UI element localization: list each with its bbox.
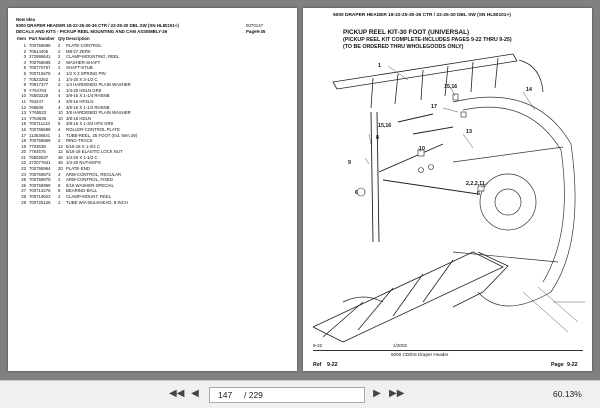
row-qty: 2 [58,138,61,144]
row-item: 6 [23,70,26,76]
row-item: 5 [23,65,26,71]
row-desc: 1/4-20 X 3-1/2 C [66,76,98,82]
row-desc: RING-TRACK [66,138,93,144]
support-arm [313,252,508,342]
row-desc: 3/8-16 X 1-3/4 HFS GR8 [66,121,114,127]
callout-15-16-top: 15,16 [444,84,458,90]
row-item: 10 [21,93,26,99]
row-desc: M8-27 ZERK [66,48,91,54]
row-part: 372995641 [29,54,51,60]
row-qty: 2 [58,199,61,205]
row-part: Y764635 [29,115,47,121]
base-lines [523,287,585,332]
row-qty: 10 [58,115,63,121]
row-qty: 8 [58,188,61,194]
right-page-title: 5000 DRAPER HEADER 18-22-25-30-36 CTR / 22-25-30 DBL SW (SN HL80101+) [333,13,511,18]
row-part: 700725126 [29,199,51,205]
footer-product: 5000 CD/DS Draper Header [391,352,449,357]
row-part: 700758959 [29,182,51,188]
callout-8: 8 [376,135,379,141]
row-part: 7703638 [29,143,46,149]
total-pages: / 229 [244,390,263,400]
parts-table [16,44,186,206]
callout-15-16-left: 15,16 [378,123,392,129]
row-desc: 1/4-20 HDLN GR8 [66,87,102,93]
row-part: 70523262 [29,76,49,82]
callout-13: 13 [466,129,472,135]
row-part: 700758964 [29,166,51,172]
row-part: 700758873 [29,171,51,177]
row-part: 76503228 [29,93,49,99]
row-part: 700713276 [29,188,51,194]
row-item: 21 [21,154,26,160]
table-row [16,201,186,207]
row-qty: 1 [58,76,61,82]
row-desc: 3/8-16 HFSLN [66,98,94,104]
row-desc: 1/4-20 X 1-1/2 C [66,154,98,160]
callout-14: 14 [526,87,532,93]
row-part: Y765533 [29,110,47,116]
row-qty: 1 [58,132,61,138]
row-part: 768836 [29,104,44,110]
diagram-note-1: (PICKUP REEL KIT COMPLETE-INCLUDES PAGES 9-22 THRU 9-25) [343,37,512,43]
row-desc: PLATE-END [66,166,90,172]
row-qty: 30 [58,166,63,172]
row-item: 2 [23,48,26,54]
header-description: Description [66,36,90,41]
row-desc: 5/16 WASHER-SPECIAL [66,182,114,188]
row-desc: 3/8-16 HDLN [66,115,92,121]
row-qty: 4 [58,98,61,104]
row-qty: 8 [58,182,61,188]
row-qty: 2 [58,54,61,60]
left-page-ref: Page9-35 [246,29,266,34]
row-part: 113636641 [29,132,51,138]
callout-5: 5 [477,191,480,197]
zoom-level[interactable]: 60.13% [553,389,582,399]
row-qty: 2 [58,43,61,48]
row-part: 700758699 [29,59,51,65]
left-page-subtitle: DECALS AND KITS - PICKUP REEL MOUNTING AND CAM ASSEMBLY-36 [16,29,168,34]
row-part: 76502637 [29,154,49,160]
row-part: 700719623 [29,194,51,200]
row-item: 26 [21,182,26,188]
viewer-toolbar [0,380,600,408]
brand-name: New Idea [16,17,36,22]
row-item: 18 [21,138,26,144]
row-qty: 36 [58,160,63,166]
row-desc: 1/2 X 2 SPRING PIN [66,70,106,76]
current-page-input[interactable]: 147 [218,390,233,400]
row-desc: 3/8-16 X 1-1/4 RHSNB [66,93,110,99]
row-desc: 5/16-18 X 1-3/4 C [66,143,100,149]
row-part: 700758688 [29,126,51,132]
row-desc: CLAMP-MOUNTING, REEL [66,54,120,60]
row-item: 22 [21,160,26,166]
row-qty: 2 [58,48,61,54]
row-item: 1 [23,43,26,48]
row-part: 700715676 [29,70,51,76]
chevron-right-icon[interactable]: ▶ [373,388,381,399]
row-desc: PLATE-CONTROL [66,43,102,48]
row-item: 15 [21,121,26,127]
footer-page-left: 9-22 [313,343,323,348]
ref-label: Ref [313,362,322,368]
row-part: 700758878 [29,177,51,183]
callout-1: 1 [378,63,381,69]
footer-date: 1/2002 [393,343,408,348]
row-part: 70514405 [29,48,49,54]
row-item: 27 [21,188,26,194]
pickup-reel-diagram [303,52,592,352]
row-part: 700770767 [29,65,51,71]
ref-value: 9-22 [327,362,338,368]
row-desc: 3/8 HARDENED PLAIN WASHER [66,110,131,116]
page-value: 9-22 [567,362,578,368]
row-qty: 4 [58,126,61,132]
row-desc: ARM-CONTROL, FIXED [66,177,114,183]
row-desc: BEARING-BALL [66,188,98,194]
row-desc: 3/8-16 X 1-1/2 RHSNB [66,104,110,110]
row-item: 13 [21,110,26,116]
diagram-note-2: (TO BE ORDERED THRU WHOLEGOODS ONLY) [343,44,464,50]
chevron-left-icon[interactable]: ◀ [191,388,199,399]
header-item: Item [17,36,26,41]
row-desc: WASHER-SHAFT [66,59,101,65]
row-desc: TUBE-REEL, 25 FOOT (Ind. Item 29) [66,132,138,138]
row-qty: 8 [58,121,61,127]
row-part: 700711134 [29,121,50,127]
row-item: 12 [21,104,26,110]
row-item: 11 [21,98,26,104]
row-item: 16 [21,126,26,132]
row-item: 8 [23,82,26,88]
row-qty: 4 [58,171,61,177]
left-page-title: 5000 DRAPER HEADER 18-22-25-30-36 CTR / 22-25-30 DBL SW (SN HL80101+) [16,23,179,28]
row-qty: 2 [58,65,61,71]
page-label: Page [551,362,564,368]
row-item: 4 [23,59,26,65]
page-number-box[interactable] [209,387,365,403]
row-part: 700758696 [29,43,51,48]
row-item: 17 [21,132,26,138]
callout-9: 9 [348,160,351,166]
skip-back-icon[interactable]: ◀◀ [169,388,185,399]
row-item: 9 [23,87,26,93]
row-desc: 5/16-18 ELASTIC LOCK NUT [66,149,123,155]
row-item: 28 [21,194,26,200]
row-item: 3 [23,54,26,60]
row-part: 700758869 [29,138,51,144]
header-qty: Qty [58,36,66,41]
callout-17: 17 [431,104,437,110]
row-qty: 10 [58,110,63,116]
row-part: 70917377 [29,82,49,88]
row-item: 19 [21,143,26,149]
row-part: Y764763 [29,87,47,93]
row-qty: 4 [58,104,61,110]
callout-6: 6 [355,190,358,196]
row-item: 14 [21,115,26,121]
right-document-page [303,8,592,371]
left-document-page [8,8,297,371]
row-item: 7 [23,76,26,82]
diagram-heading: PICKUP REEL KIT-30 FOOT (UNIVERSAL) [343,29,470,36]
reel-shafts [371,112,478,242]
footer-rule [313,350,583,351]
row-desc: 1/4 HARDENED PLAIN WASHER [66,82,131,88]
callout-2-2-2-11: 2,2,2,11 [466,181,485,187]
row-part: 7764575 [29,149,46,155]
skip-forward-icon[interactable]: ▶▶ [389,388,405,399]
reel-bats [333,54,543,108]
header-part-number: Part Number [29,36,55,41]
row-qty: 4 [58,70,61,76]
doc-number: 0070147 [246,23,264,28]
row-desc: SHAFT-STUB [66,65,93,71]
row-desc: TUBE W/A-BULKHEAD, 8 INCH [66,199,128,205]
parts-table-header [16,37,186,43]
row-qty: 36 [58,154,63,160]
row-item: 24 [21,171,26,177]
row-item: 25 [21,177,26,183]
row-item: 29 [21,199,26,205]
row-qty: 4 [58,93,61,99]
row-qty: 1 [58,87,61,93]
row-qty: 12 [58,143,63,149]
row-part: 764247 [29,98,44,104]
row-desc: ARM-CONTROL, REGULAR [66,171,122,177]
row-qty: 2 [58,194,61,200]
callout-10: 10 [419,146,425,152]
row-qty: 2 [58,59,61,65]
row-item: 23 [21,166,26,172]
row-item: 20 [21,149,26,155]
row-desc: CLAMP-MOUNT, REEL [66,194,112,200]
row-desc: ROLLER-CONTROL PLATE [66,126,120,132]
row-part: 372077641 [29,160,51,166]
row-qty: 2 [58,82,61,88]
row-qty: 12 [58,149,63,155]
row-desc: 1/4-20 NUT-KEPS [66,160,101,166]
row-qty: 2 [58,177,61,183]
